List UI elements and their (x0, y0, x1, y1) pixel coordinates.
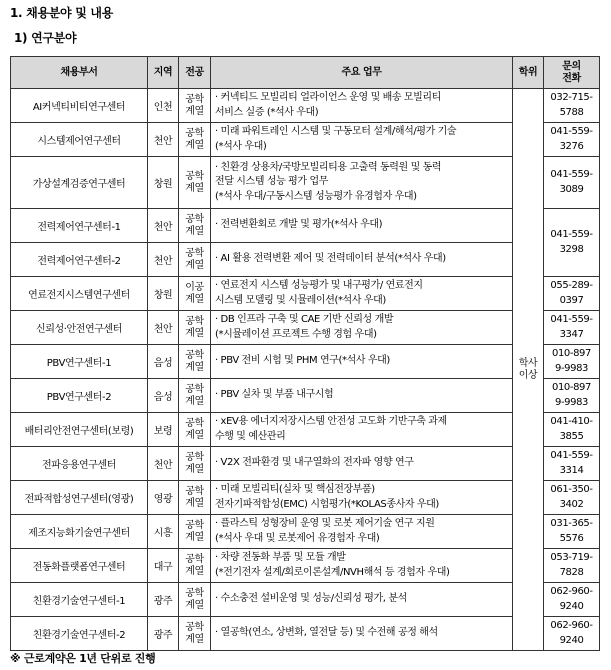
duty-line: (*전기전자 설계/회로이론설계/NVH해석 등 경험자 우대) (215, 566, 450, 578)
phone-cell (544, 277, 600, 311)
phone-line: 032-715- (550, 92, 593, 103)
dept-cell: PBV연구센터-1 (11, 345, 148, 379)
phone-line: 9240 (559, 634, 584, 646)
phone-line: 7828 (559, 566, 584, 578)
header-duty: 주요 업무 (211, 57, 513, 89)
phone-cell (544, 345, 600, 379)
duty-line: · 커넥티드 모빌리티 얼라이언스 운영 및 배송 모빌리티 (215, 92, 441, 103)
duty-line: · 미래 모빌리티(실차 및 핵심전장부품) (215, 484, 375, 495)
major-cell (179, 413, 211, 447)
region-cell: 보령 (148, 413, 179, 447)
major-cell (179, 345, 211, 379)
region-cell: 음성 (148, 345, 179, 379)
duty-cell (211, 311, 513, 345)
phone-line: 3298 (559, 243, 584, 255)
table-row (11, 345, 600, 379)
duty-line: · 차량 전동화 부품 및 모듈 개발 (215, 552, 346, 563)
phone-cell (544, 89, 600, 123)
duty-cell (211, 379, 513, 413)
major-line: 계열 (185, 599, 204, 611)
table-row (11, 413, 600, 447)
duty-line: · PBV 전비 시험 및 PHM 연구(*석사 우대) (215, 355, 390, 367)
duty-line: · 수소충전 설비운영 및 성능/신뢰성 평가, 분석 (215, 593, 407, 605)
phone-line: 061-350- (550, 484, 593, 495)
header-phone-line1: 문의 (562, 61, 581, 72)
major-line: 공학 (185, 213, 204, 225)
header-phone (544, 57, 600, 89)
duty-line: · DB 인프라 구축 및 CAE 기반 신뢰성 개발 (215, 314, 394, 325)
table-row (11, 123, 600, 157)
duty-line: (*시뮬레이션 프로젝트 수행 경험 우대) (215, 328, 377, 340)
major-cell (179, 549, 211, 583)
duty-cell (211, 515, 513, 549)
dept-cell: 전력제어연구센터-1 (11, 209, 148, 243)
duty-line: 전달 시스템 성능 평가 업무 (215, 176, 328, 188)
duty-cell (211, 447, 513, 481)
region-cell: 창원 (148, 277, 179, 311)
dept-cell: 제조지능화기술연구센터 (11, 515, 148, 549)
major-cell (179, 515, 211, 549)
major-cell (179, 481, 211, 515)
major-line: 공학 (185, 553, 204, 565)
major-line: 공학 (185, 247, 204, 259)
phone-line: 5576 (559, 532, 584, 544)
major-line: 공학 (185, 485, 204, 497)
major-line: 계열 (185, 139, 204, 151)
header-region: 지역 (148, 57, 179, 89)
dept-cell: 친환경기술연구센터-2 (11, 617, 148, 651)
major-line: 공학 (185, 93, 204, 105)
region-cell: 천안 (148, 243, 179, 277)
major-cell (179, 379, 211, 413)
dept-cell: 가상설계검증연구센터 (11, 157, 148, 209)
phone-cell (544, 549, 600, 583)
phone-line: 055-289- (550, 280, 593, 291)
region-cell: 대구 (148, 549, 179, 583)
phone-line: 3314 (559, 464, 584, 476)
dept-cell: PBV연구센터-2 (11, 379, 148, 413)
phone-cell (544, 583, 600, 617)
phone-line: 3855 (559, 430, 584, 442)
table-row (11, 311, 600, 345)
major-line: 공학 (185, 127, 204, 139)
phone-line: 3347 (559, 328, 584, 340)
phone-line: 041-559- (550, 126, 593, 137)
duty-line: · xEV용 에너지저장시스템 안전성 고도화 기반구축 과제 (215, 416, 447, 427)
major-line: 공학 (185, 451, 204, 463)
phone-line: 031-365- (550, 518, 593, 529)
major-line: 공학 (185, 170, 204, 182)
major-line: 계열 (185, 182, 204, 194)
phone-line: 062-960- (550, 586, 593, 597)
major-line: 계열 (185, 361, 204, 373)
table-row (11, 157, 600, 209)
duty-line: (*석사 우대 및 로봇제어 유경험자 우대) (215, 532, 380, 544)
region-cell: 광주 (148, 617, 179, 651)
major-line: 공학 (185, 349, 204, 361)
major-line: 계열 (185, 463, 204, 475)
major-cell (179, 243, 211, 277)
table-row (11, 481, 600, 515)
major-cell (179, 277, 211, 311)
phone-line: 041-559- (550, 229, 593, 240)
region-cell: 창원 (148, 157, 179, 209)
duty-line: 전자기파적합성(EMC) 시험평가(*KOLAS종사자 우대) (215, 498, 439, 510)
dept-cell: 연료전지시스템연구센터 (11, 277, 148, 311)
phone-line: 9-9983 (554, 362, 589, 374)
phone-cell (544, 617, 600, 651)
major-line: 계열 (185, 395, 204, 407)
duty-cell (211, 345, 513, 379)
duty-cell (211, 583, 513, 617)
major-line: 계열 (185, 497, 204, 509)
major-cell (179, 89, 211, 123)
major-line: 계열 (185, 531, 204, 543)
table-row (11, 447, 600, 481)
table-row (11, 617, 600, 651)
duty-line: · V2X 전파환경 및 내구열화의 전자파 영향 연구 (215, 457, 414, 469)
duty-cell (211, 209, 513, 243)
region-cell: 시흥 (148, 515, 179, 549)
major-cell (179, 157, 211, 209)
major-line: 계열 (185, 565, 204, 577)
region-cell: 천안 (148, 311, 179, 345)
major-line: 계열 (185, 633, 204, 645)
dept-cell: AI커넥티비티연구센터 (11, 89, 148, 123)
major-line: 공학 (185, 417, 204, 429)
duty-line: · AI 활용 전력변환 제어 및 전력데이터 분석(*석사 우대) (215, 253, 446, 265)
major-cell (179, 123, 211, 157)
phone-line: 041-559- (550, 314, 593, 325)
header-phone-line2: 전화 (562, 72, 581, 84)
duty-line: 수행 및 예산관리 (215, 430, 286, 442)
phone-cell (544, 515, 600, 549)
edu-line: 학사 (518, 357, 538, 369)
phone-line: 9-9983 (554, 396, 589, 408)
duty-line: (*석사 우대) (215, 140, 267, 152)
table-row (11, 209, 600, 243)
header-major: 전공 (179, 57, 211, 89)
major-line: 이공 (185, 281, 204, 293)
region-cell: 천안 (148, 209, 179, 243)
header-dept: 채용부서 (11, 57, 148, 89)
table-row (11, 583, 600, 617)
phone-line: 3276 (559, 140, 584, 152)
phone-cell (544, 311, 600, 345)
region-cell: 천안 (148, 123, 179, 157)
phone-line: 5788 (559, 106, 584, 118)
major-line: 공학 (185, 519, 204, 531)
duty-line: · 친환경 상용차/국방모빌리티용 고출력 동력원 및 동력 (215, 161, 442, 173)
phone-line: 041-559- (550, 169, 593, 180)
table-row (11, 515, 600, 549)
phone-cell (544, 379, 600, 413)
phone-cell (544, 123, 600, 157)
major-line: 계열 (185, 429, 204, 441)
duty-line: · 연료전지 시스템 성능평가 및 내구평가/ 연료전지 (215, 280, 423, 291)
duty-line: · 열공학(연소, 상변화, 열전달 등) 및 수전해 공정 해석 (215, 627, 438, 639)
major-line: 공학 (185, 383, 204, 395)
duty-line: · 전력변환회로 개발 및 평가(*석사 우대) (215, 219, 383, 231)
phone-line: 0397 (559, 294, 584, 306)
dept-cell: 전파적합성연구센터(영광) (11, 481, 148, 515)
phone-cell (544, 481, 600, 515)
phone-cell (544, 209, 600, 277)
subsection-heading: 1) 연구분야 (14, 31, 77, 45)
region-cell: 천안 (148, 447, 179, 481)
major-line: 계열 (185, 105, 204, 117)
region-cell: 음성 (148, 379, 179, 413)
table-row (11, 549, 600, 583)
duty-line: 시스템 모델링 및 시뮬레이션(*석사 우대) (215, 294, 386, 306)
duty-cell (211, 277, 513, 311)
major-line: 계열 (185, 225, 204, 237)
phone-line: 3402 (559, 498, 584, 510)
phone-line: 3089 (559, 183, 584, 195)
phone-cell (544, 413, 600, 447)
phone-line: 053-719- (550, 552, 593, 563)
dept-cell: 시스템제어연구센터 (11, 123, 148, 157)
phone-line: 9240 (559, 600, 584, 612)
recruitment-table (10, 56, 600, 651)
dept-cell: 친환경기술연구센터-1 (11, 583, 148, 617)
edu-cell (513, 89, 544, 651)
duty-cell (211, 123, 513, 157)
duty-cell (211, 157, 513, 209)
footnote: ※ 근로계약은 1년 단위로 진행 (10, 652, 156, 665)
table-header-row (11, 57, 600, 89)
major-line: 공학 (185, 315, 204, 327)
duty-line: · PBV 실차 및 부품 내구시험 (215, 389, 334, 401)
dept-cell: 신뢰성·안전연구센터 (11, 311, 148, 345)
phone-line: 010-897 (552, 348, 591, 359)
major-line: 공학 (185, 587, 204, 599)
major-cell (179, 583, 211, 617)
phone-line: 010-897 (552, 382, 591, 393)
phone-cell (544, 157, 600, 209)
table-row (11, 243, 600, 277)
region-cell: 광주 (148, 583, 179, 617)
major-cell (179, 311, 211, 345)
duty-cell (211, 413, 513, 447)
phone-line: 041-559- (550, 450, 593, 461)
dept-cell: 배터리안전연구센터(보령) (11, 413, 148, 447)
region-cell: 인천 (148, 89, 179, 123)
duty-line: · 플라스틱 성형장비 운영 및 로봇 제어기술 연구 지원 (215, 518, 435, 529)
phone-cell (544, 447, 600, 481)
table-row (11, 89, 600, 123)
duty-cell (211, 481, 513, 515)
dept-cell: 전력제어연구센터-2 (11, 243, 148, 277)
phone-line: 062-960- (550, 620, 593, 631)
duty-line: 서비스 실증 (*석사 우대) (215, 106, 319, 118)
edu-line: 이상 (518, 369, 538, 381)
table-row (11, 379, 600, 413)
duty-cell (211, 89, 513, 123)
major-cell (179, 447, 211, 481)
header-edu: 학위 (513, 57, 544, 89)
table-row (11, 277, 600, 311)
major-cell (179, 209, 211, 243)
duty-line: (*석사 우대/구동시스템 성능평가 유경험자 우대) (215, 190, 417, 202)
duty-line: · 미래 파워트레인 시스템 및 구동모터 설계/해석/평가 기술 (215, 126, 457, 137)
phone-line: 041-410- (550, 416, 593, 427)
dept-cell: 전파응용연구센터 (11, 447, 148, 481)
duty-cell (211, 617, 513, 651)
major-line: 계열 (185, 327, 204, 339)
dept-cell: 전동화플랫폼연구센터 (11, 549, 148, 583)
duty-cell (211, 243, 513, 277)
major-line: 공학 (185, 621, 204, 633)
section-heading: 1. 채용분야 및 내용 (10, 6, 113, 20)
duty-cell (211, 549, 513, 583)
major-line: 계열 (185, 259, 204, 271)
major-cell (179, 617, 211, 651)
region-cell: 영광 (148, 481, 179, 515)
major-line: 계열 (185, 293, 204, 305)
